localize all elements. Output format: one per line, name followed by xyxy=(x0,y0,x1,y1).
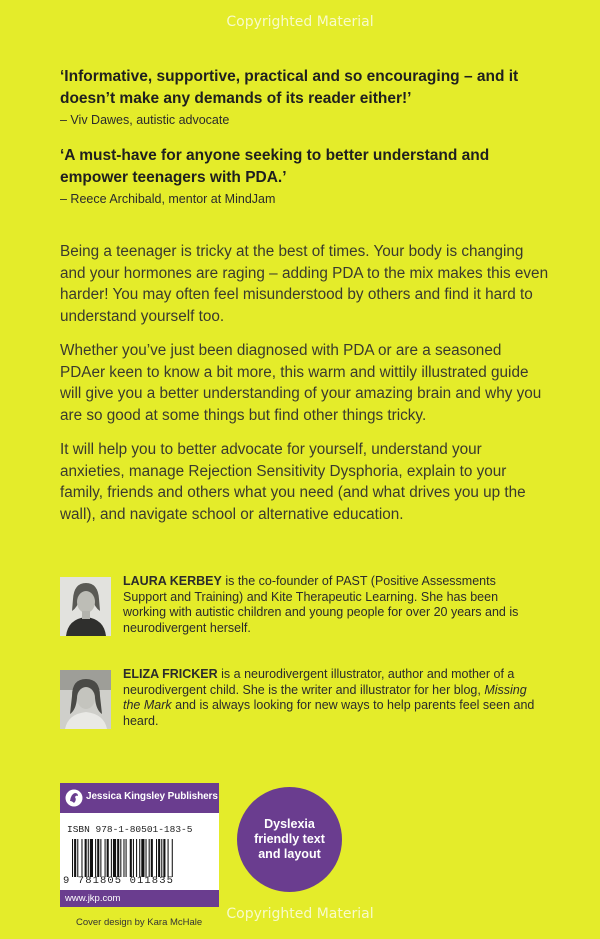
quote-attribution: – Reece Archibald, mentor at MindJam xyxy=(60,192,276,206)
quote-text: ‘A must-have for anyone seeking to better understand and empower teenagers with PDA.’ xyxy=(60,147,490,186)
quote-text: ‘Informative, supportive, practical and so encouraging – and it doesn’t make any demands of its reader either!’ xyxy=(60,68,519,107)
watermark-top: Copyrighted Material xyxy=(226,14,374,30)
isbn-number: ISBN 978-1-80501-183-5 xyxy=(67,824,193,835)
author-bio-body: is the co-founder of PAST (Positive Assessments Support and Training) and Kite Therapeutic Learning. She has been working with autistic children and young people for over 20 years and is neurodivergent herself. xyxy=(123,574,519,635)
author-portrait-icon xyxy=(60,577,111,636)
author-bio xyxy=(60,574,540,644)
author-photo xyxy=(60,577,111,636)
dyslexia-badge-text: Dyslexia friendly text and layout xyxy=(254,817,325,861)
author-name: LAURA KERBEY xyxy=(123,574,222,588)
publisher-url[interactable]: www.jkp.com xyxy=(60,890,219,907)
blurb-paragraph: Whether you’ve just been diagnosed with PDA or are a seasoned PDAer keen to know a bit more, this warm and wittily illustrated guide will give you a better understanding of your amazing brain and why you are so good at some things but find other things tricky. xyxy=(60,342,542,424)
blurb-paragraph: Being a teenager is tricky at the best of times. Your body is changing and your hormones are raging – adding PDA to the mix makes this even harder! You may often feel misunderstood by others and find it hard to understand yourself too. xyxy=(60,243,549,325)
author-portrait-icon xyxy=(60,670,111,729)
author-bio-body: is a neurodivergent illustrator, author and mother of a neurodivergent child. She is the writer and illustrator for her blog, xyxy=(123,667,515,697)
publisher-banner xyxy=(60,783,219,813)
author-bio xyxy=(60,667,540,737)
endorsement-quote xyxy=(60,145,550,208)
author-name: ELIZA FRICKER xyxy=(123,667,218,681)
quote-attribution: – Viv Dawes, autistic advocate xyxy=(60,113,230,127)
cover-credit: Cover design by Kara McHale xyxy=(76,917,203,928)
watermark-bottom: Copyrighted Material xyxy=(226,906,374,922)
endorsement-quote xyxy=(60,66,550,129)
jkp-logo-icon xyxy=(65,789,83,807)
author-bio-body: and is always looking for new ways to help parents feel seen and heard. xyxy=(123,698,535,728)
blog-title: Missing the Mark xyxy=(123,682,527,713)
barcode-icon xyxy=(72,839,210,877)
isbn-panel xyxy=(60,783,219,907)
barcode-digits: 9 781805 011835 xyxy=(63,875,175,887)
blurb-paragraph: It will help you to better advocate for yourself, understand your anxieties, manage Rejection Sensitivity Dysphoria, explain to your family, friends and others what you need (and what drives you up the wall), and navigate school or alternative education. xyxy=(60,441,526,523)
dyslexia-badge xyxy=(237,787,342,892)
author-bio-text xyxy=(123,667,543,729)
publisher-name: Jessica Kingsley Publishers xyxy=(86,791,218,802)
author-bio-text xyxy=(123,574,543,636)
author-photo xyxy=(60,670,111,729)
